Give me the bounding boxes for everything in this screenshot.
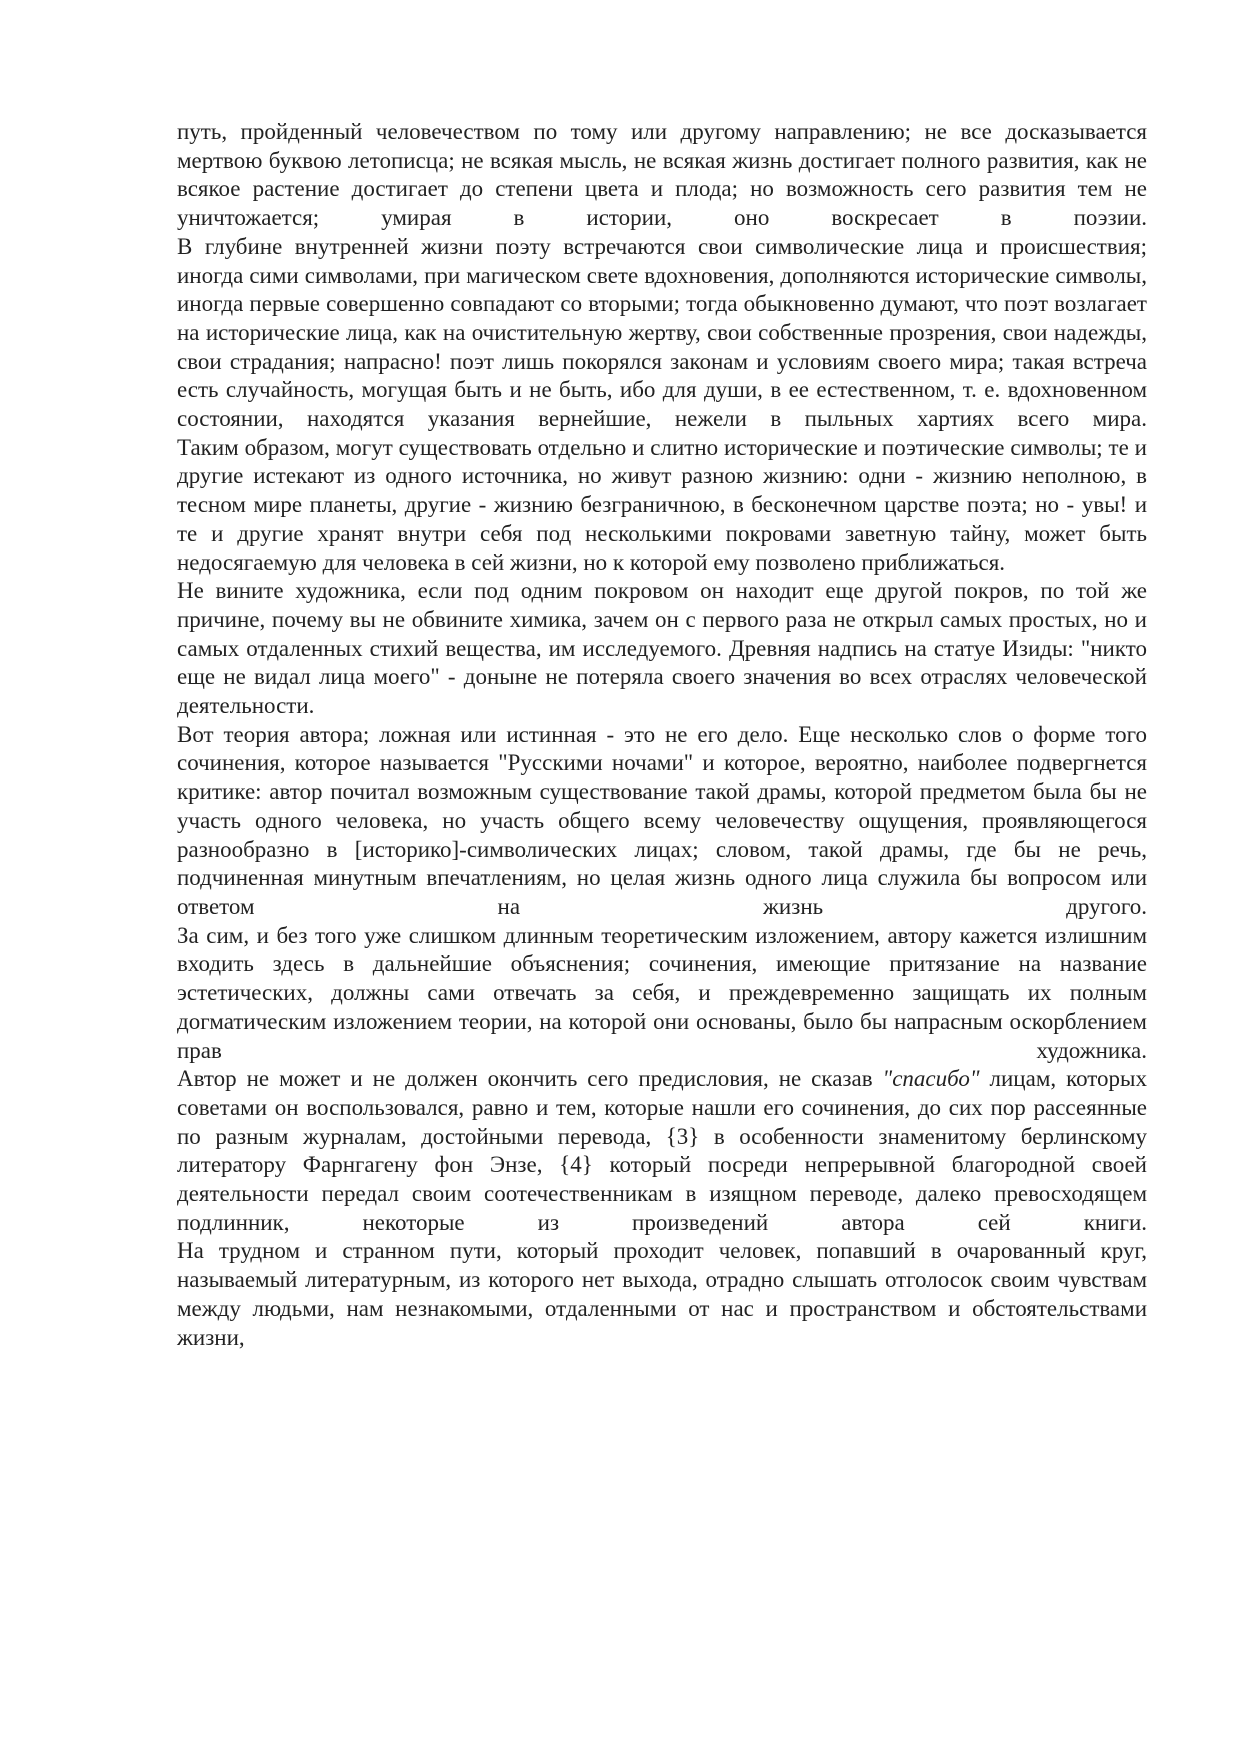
paragraph-7-after: лицам, которых советами он воспользовался, равно и тем, которые нашли его сочинения, до сих пор рассеянные по разным журналам, достойными перевода, {3} в особенности знаменитому берлинскому литератору Фарнгагену фон Энзе, {4} который посреди непрерывной благородной своей деятельности передал своим соотечественникам в изящном переводе, далеко превосходящем подлинник, некоторые из произведений автора сей книги. <box>177 1066 1147 1235</box>
paragraph-7-italic: "спасибо" <box>882 1066 980 1092</box>
paragraph-2: В глубине внутренней жизни поэту встречаются свои символические лица и происшествия; иногда сими символами, при магическом свете вдохновения, дополняются исторические символы, иногда первые совершенно совпадают со вторыми; тогда обыкновенно думают, что поэт возлагает на исторические лица, как на очистительную жертву, свои собственные прозрения, свои надежды, свои страдания; напрасно! поэт лишь покорялся законам и условиям своего мира; такая встреча есть случайность, могущая быть и не быть, ибо для души, в ее естественном, т. е. вдохновенном состоянии, находятся указания вернейшие, нежели в пыльных хартиях всего мира. <box>177 233 1147 432</box>
paragraph-7-before: Автор не может и не должен окончить сего предисловия, не сказав <box>177 1066 873 1092</box>
paragraph-1: путь, пройденный человечеством по тому или другому направлению; не все досказывается мертвою буквою летописца; не всякая мысль, не всякая жизнь достигает полного развития, как не всякое растение достигает до степени цвета и плода; но возможность сего развития тем не уничтожается; умирая в истории, оно воскресает в поэзии. <box>177 119 1147 231</box>
paragraph-6: За сим, и без того уже слишком длинным теоретическим изложением, автору кажется излишним входить здесь в дальнейшие объяснения; сочинения, имеющие притязание на название эстетических, должны сами отвечать за себя, и преждевременно защищать их полным догматическим изложением теории, на которой они основаны, было бы напрасным оскорблением прав художника. <box>177 922 1147 1063</box>
document-page <box>177 118 1147 1352</box>
paragraph-8: На трудном и странном пути, который проходит человек, попавший в очарованный круг, называемый литературным, из которого нет выхода, отрадно слышать отголосок своим чувствам между людьми, нам незнакомыми, отдаленными от нас и пространством и обстоятельствами жизни, <box>177 1238 1147 1350</box>
paragraph-4: Не вините художника, если под одним покровом он находит еще другой покров, по той же причине, почему вы не обвините химика, зачем он с первого раза не открыл самых простых, но и самых отдаленных стихий вещества, им исследуемого. Древняя надпись на статуе Изиды: "никто еще не видал лица моего" - доныне не потеряла своего значения во всех отраслях человеческой деятельности. <box>177 578 1147 719</box>
paragraph-3: Таким образом, могут существовать отдельно и слитно исторические и поэтические символы; те и другие истекают из одного источника, но живут разною жизнию: одни - жизнию неполною, в тесном мире планеты, другие - жизнию безграничною, в бесконечном царстве поэта; но - увы! и те и другие хранят внутри себя под несколькими покровами заветную тайну, может быть недосягаемую для человека в сей жизни, но к которой ему позволено приближаться. <box>177 434 1147 575</box>
paragraph-5: Вот теория автора; ложная или истинная - это не его дело. Еще несколько слов о форме того сочинения, которое называется "Русскими ночами" и которое, вероятно, наиболее подвергнется критике: автор почитал возможным существование такой драмы, которой предметом была бы не участь одного человека, но участь общего всему человечеству ощущения, проявляющегося разнообразно в [историко]-символических лицах; словом, такой драмы, где бы не речь, подчиненная минутным впечатлениям, но целая жизнь одного лица служила бы вопросом или ответом на жизнь другого. <box>177 721 1147 919</box>
paragraph-7 <box>177 1065 1147 1237</box>
